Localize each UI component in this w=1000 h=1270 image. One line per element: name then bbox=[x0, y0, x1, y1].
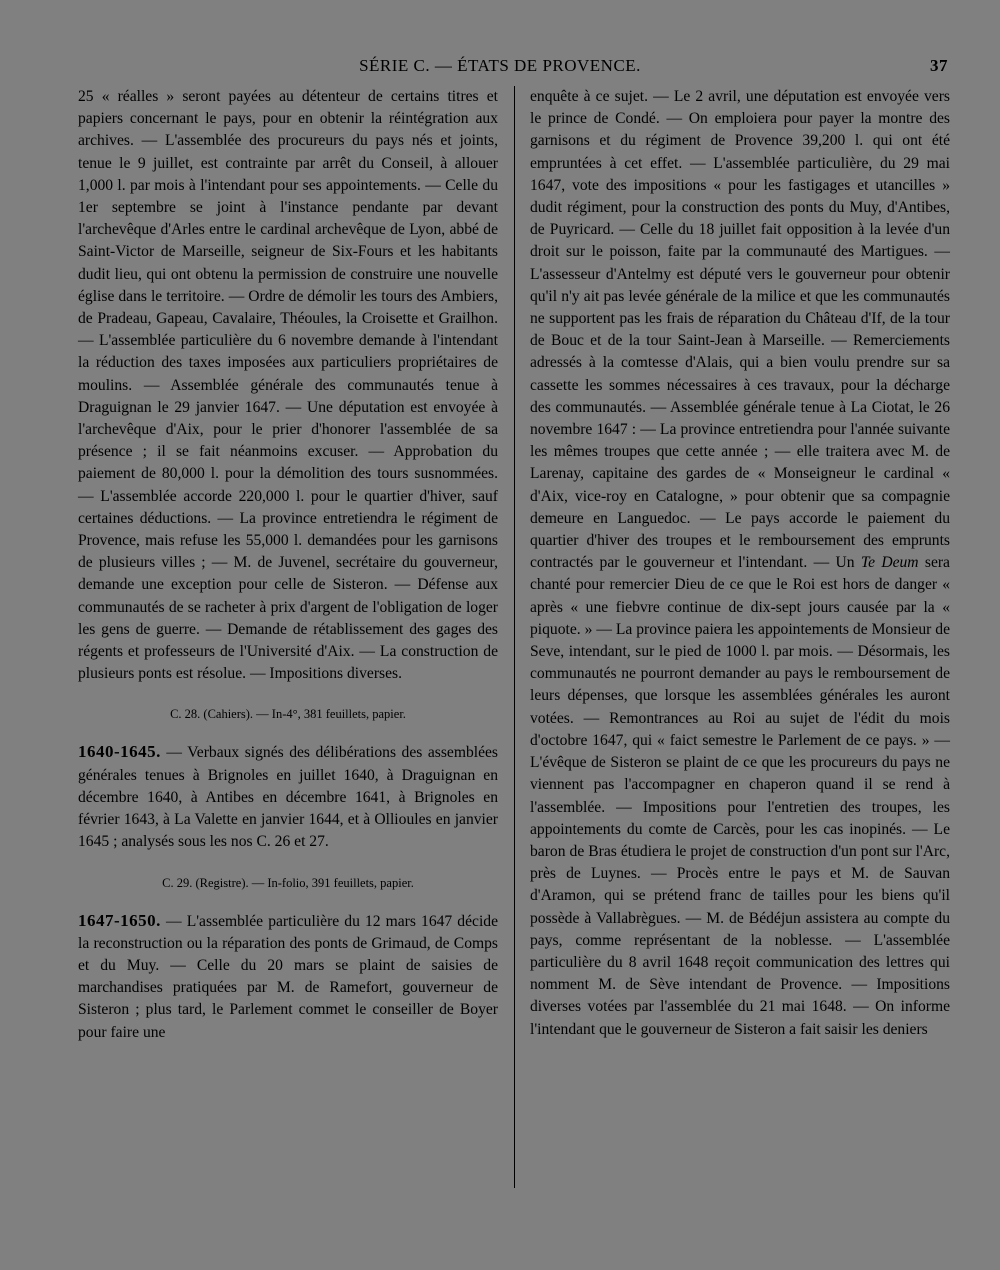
page-header bbox=[0, 56, 1000, 80]
right-paragraph bbox=[530, 86, 950, 1041]
entry-1647-1650 bbox=[78, 910, 498, 1044]
page-number: 37 bbox=[930, 56, 948, 75]
citation-c29: C. 29. (Registre). — In-folio, 391 feuillets, papier. bbox=[162, 875, 414, 890]
right-text-2: sera chanté pour remercier Dieu de ce que le Roi est hors de danger « après « une fiebvre continue de dix-sept jours causée par la « piquote. » — La province paiera les appointements de Monsieur de Seve, intendant, sur le pied de 1000 l. par mois. — Désormais, les communautés ne pourront demander au pays le remboursement de leurs dépenses, que lorsque les assemblées générales les auront votées. — Remontrances au Roi au sujet de l'édit du mois d'octobre 1647, qui « faict semestre le Parlement de ce pays. » — L'évêque de Sisteron se plaint de ce que les procureurs du pays ne viennent pas l'accompagner en chaperon quand il se rend à l'assemblée. — Impositions pour l'entretien des troupes, les appointements du comte de Carcès, pour les cas inopinés. — Le baron de Bras étudiera le projet de construction d'un pont sur l'Arc, près de Luynes. — Procès entre le pays et M. de Sauvan d'Aramon, qui se prétend franc de tailles pour les biens qu'il possède à Vallabrègues. — M. de Bédéjun assistera au compte du pays, comme représentant de la noblesse. — L'assemblée particulière du 8 avril 1648 reçoit communication des lettres qui nomment M. de Sève intendant de Provence. — Impositions diverses votées par l'assemblée du 21 mai 1648. — On informe l'intendant que le gouverneur de Sisteron a fait saisir les deniers bbox=[530, 554, 950, 1038]
citation-c28: C. 28. (Cahiers). — In-4°, 381 feuillets, papier. bbox=[170, 707, 406, 722]
left-column bbox=[78, 86, 498, 1044]
running-title: SÉRIE C. — ÉTATS DE PROVENCE. bbox=[359, 56, 641, 75]
column-divider bbox=[514, 86, 515, 1188]
left-paragraph-1: 25 « réalles » seront payées au détenteur de certains titres et papiers concernant le pays, pour en obtenir la réintégration aux archives. — L'assemblée des procureurs du pays nés et joints, tenue le 9 juillet, est contrainte par arrêt du Conseil, à allouer 1,000 l. par mois à l'intendant pour ses appointements. — Celle du 1er septembre se joint à l'instance pendante par devant l'archevêque d'Arles entre le cardinal archevêque de Lyon, abbé de Saint-Victor de Marseille, seigneur de Six-Fours et les habitants dudit lieu, qui ont obtenu la permission de construire une nouvelle église dans le territoire. — Ordre de démolir les tours des Ambiers, de Pradeau, Gapeau, Cavalaire, Théoules, la Croisette et Grailhon. — L'assemblée particulière du 6 novembre demande à l'intendant la réduction des taxes imposées aux particuliers propriétaires de moulins. — Assemblée générale des communautés tenue à Draguignan le 29 janvier 1647. — Une députation est envoyée à l'archevêque d'Aix, pour le prier d'honorer l'assemblée de sa présence ; il se fait néanmoins excuser. — Approbation du paiement de 80,000 l. pour la démolition des tours susnommées. — L'assemblée accorde 220,000 l. pour le quartier d'hiver, sauf certaines déductions. — La province entretiendra le régiment de Provence, mais refuse les 55,000 l. demandées pour les garnisons de plusieurs villes ; — M. de Juvenel, secrétaire du gouverneur, demande une exception pour celle de Sisteron. — Défense aux communautés de se racheter à prix d'argent de l'obligation de loger les gens de guerre. — Demande de rétablissement des gages des régents et professeurs de l'Université d'Aix. — La construction de plusieurs ponts est résolue. — Impositions diverses. bbox=[78, 88, 498, 683]
entry-text: — L'assemblée particulière du 12 mars 1647 décide la reconstruction ou la réparation des ponts de Grimaud, de Comps et du Muy. — Celle du 20 mars se plaint de saisies de marchandises pratiquées par M. de Ramefort, gouverneur de Sisteron ; plus tard, le Parlement commet le conseiller de Boyer pour faire une bbox=[78, 912, 498, 1041]
entry-dates: 1640-1645. bbox=[78, 742, 161, 762]
entry-1640-1645 bbox=[78, 741, 498, 853]
right-text-1: enquête à ce sujet. — Le 2 avril, une députation est envoyée vers le prince de Condé. — On emploiera pour payer la montre des garnisons et du régiment de Provence 39,200 l. qui ont été empruntées à cet effet. — L'assemblée particulière, du 29 mai 1647, vote des impositions « pour les fastigages et utancilles » dudit régiment, pour la construction des ponts du Muy, d'Antibes, de Puyricard. — Celle du 18 juillet fait opposition à la levée d'un droit sur le poisson, faite par la communauté des Martigues. — L'assesseur d'Antelmy est député vers le gouverneur pour obtenir qu'il n'y ait pas levée générale de la milice et que les communautés ne supportent pas les frais de réparation du Château d'If, de la tour de Bouc et de la tour Saint-Jean à Marseille. — Remerciements adressés à la comtesse d'Alais, qui a bien voulu prendre sur sa cassette les sommes nécessaires à ces travaux, pour la décharge des communautés. — Assemblée générale tenue à La Ciotat, le 26 novembre 1647 : — La province entretiendra pour l'année suivante les mêmes troupes que cette année ; — elle traitera avec M. de Larenay, capitaine des gardes de « Monseigneur le cardinal « d'Aix, vice-roy en Catalogne, » pour obtenir que sa compagnie demeure en Languedoc. — Le pays accorde le paiement du quartier d'hiver des troupes et le remboursement des emprunts contractés par le gouverneur et l'intendant. — Un bbox=[530, 88, 950, 572]
entry-dates: 1647-1650. bbox=[78, 910, 161, 930]
right-column bbox=[530, 86, 950, 1041]
entry-text: — Verbaux signés des délibérations des assemblées générales tenues à Brignoles en juillet 1640, à Draguignan en décembre 1640, à Antibes en décembre 1641, à Brignoles en février 1643, à La Valette en janvier 1644, et à Ollioules en janvier 1645 ; analysés sous les nos C. 26 et 27. bbox=[78, 744, 498, 851]
te-deum-italic: Te Deum bbox=[860, 554, 919, 572]
